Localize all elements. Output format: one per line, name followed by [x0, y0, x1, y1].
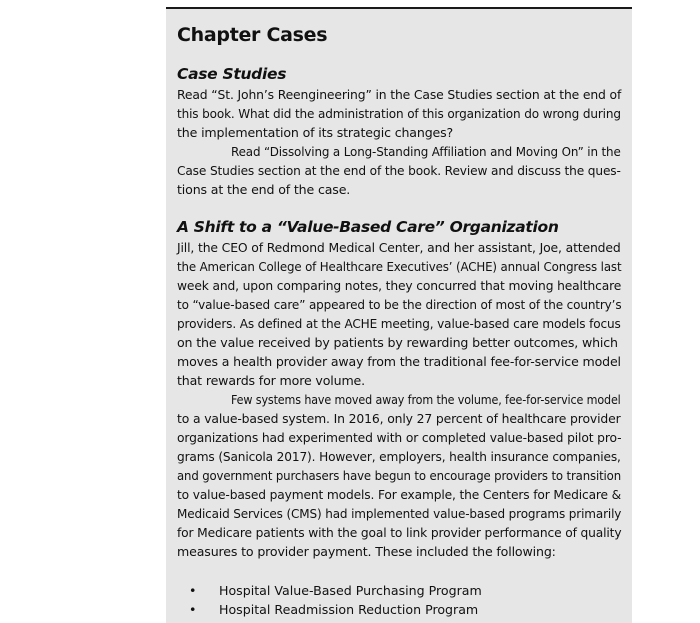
value-based-care-heading: A Shift to a “Value-Based Care” Organization: [177, 218, 559, 236]
bullet-item: [189, 581, 482, 600]
bullet-item: [189, 600, 478, 619]
paragraph-line: Case Studies section at the end of the book. Review and discuss the ques-: [177, 163, 621, 178]
paragraph-line: that rewards for more volume.: [177, 373, 366, 388]
paragraph-line: Read “Dissolving a Long-Standing Affiliation and Moving On” in the: [231, 144, 621, 159]
paragraph-line: to “value-based care” appeared to be the direction of most of the country’s: [177, 297, 622, 312]
bullet-text: Hospital Readmission Reduction Program: [219, 602, 479, 617]
paragraph-line: to value-based payment models. For example, the Centers for Medicare &: [177, 487, 622, 502]
paragraph-line: Medicaid Services (CMS) had implemented value-based programs primarily: [177, 506, 622, 521]
case-studies-heading: Case Studies: [177, 65, 287, 83]
bullet-dot: •: [189, 602, 197, 617]
paragraph-line: providers. As defined at the ACHE meeting, value-based care models focus: [177, 316, 621, 331]
paragraph-line: this book. What did the administration of this organization do wrong during: [177, 106, 621, 121]
paragraph-line: Jill, the CEO of Redmond Medical Center, and her assistant, Joe, attended: [177, 240, 621, 255]
paragraph-line: to a value-based system. In 2016, only 27 percent of healthcare provider: [177, 411, 621, 426]
paragraph-line: Read “St. John’s Reengineering” in the Case Studies section at the end of: [177, 87, 622, 102]
bullet-text: Hospital Value-Based Purchasing Program: [219, 583, 482, 598]
paragraph-line: tions at the end of the case.: [177, 182, 351, 197]
paragraph-line: moves a health provider away from the traditional fee-for-service model: [177, 354, 621, 369]
chapter-cases-box: [166, 7, 632, 623]
paragraph-line: grams (Sanicola 2017). However, employers, health insurance companies,: [177, 449, 621, 464]
paragraph-line: Few systems have moved away from the volume, fee-for-service model: [231, 392, 621, 407]
paragraph-line: and government purchasers have begun to encourage providers to transition: [177, 468, 621, 483]
paragraph-line: the American College of Healthcare Executives’ (ACHE) annual Congress last: [177, 259, 622, 274]
paragraph-line: week and, upon comparing notes, they concurred that moving healthcare: [177, 278, 622, 293]
paragraph-line: organizations had experimented with or completed value-based pilot pro-: [177, 430, 622, 445]
paragraph-line: on the value received by patients by rewarding better outcomes, which: [177, 335, 618, 350]
paragraph-line: for Medicare patients with the goal to link provider performance of quality: [177, 525, 622, 540]
paragraph-line: measures to provider payment. These included the following:: [177, 544, 556, 559]
paragraph-line: the implementation of its strategic changes?: [177, 125, 454, 140]
chapter-title: Chapter Cases: [177, 24, 328, 46]
bullet-dot: •: [189, 583, 197, 598]
